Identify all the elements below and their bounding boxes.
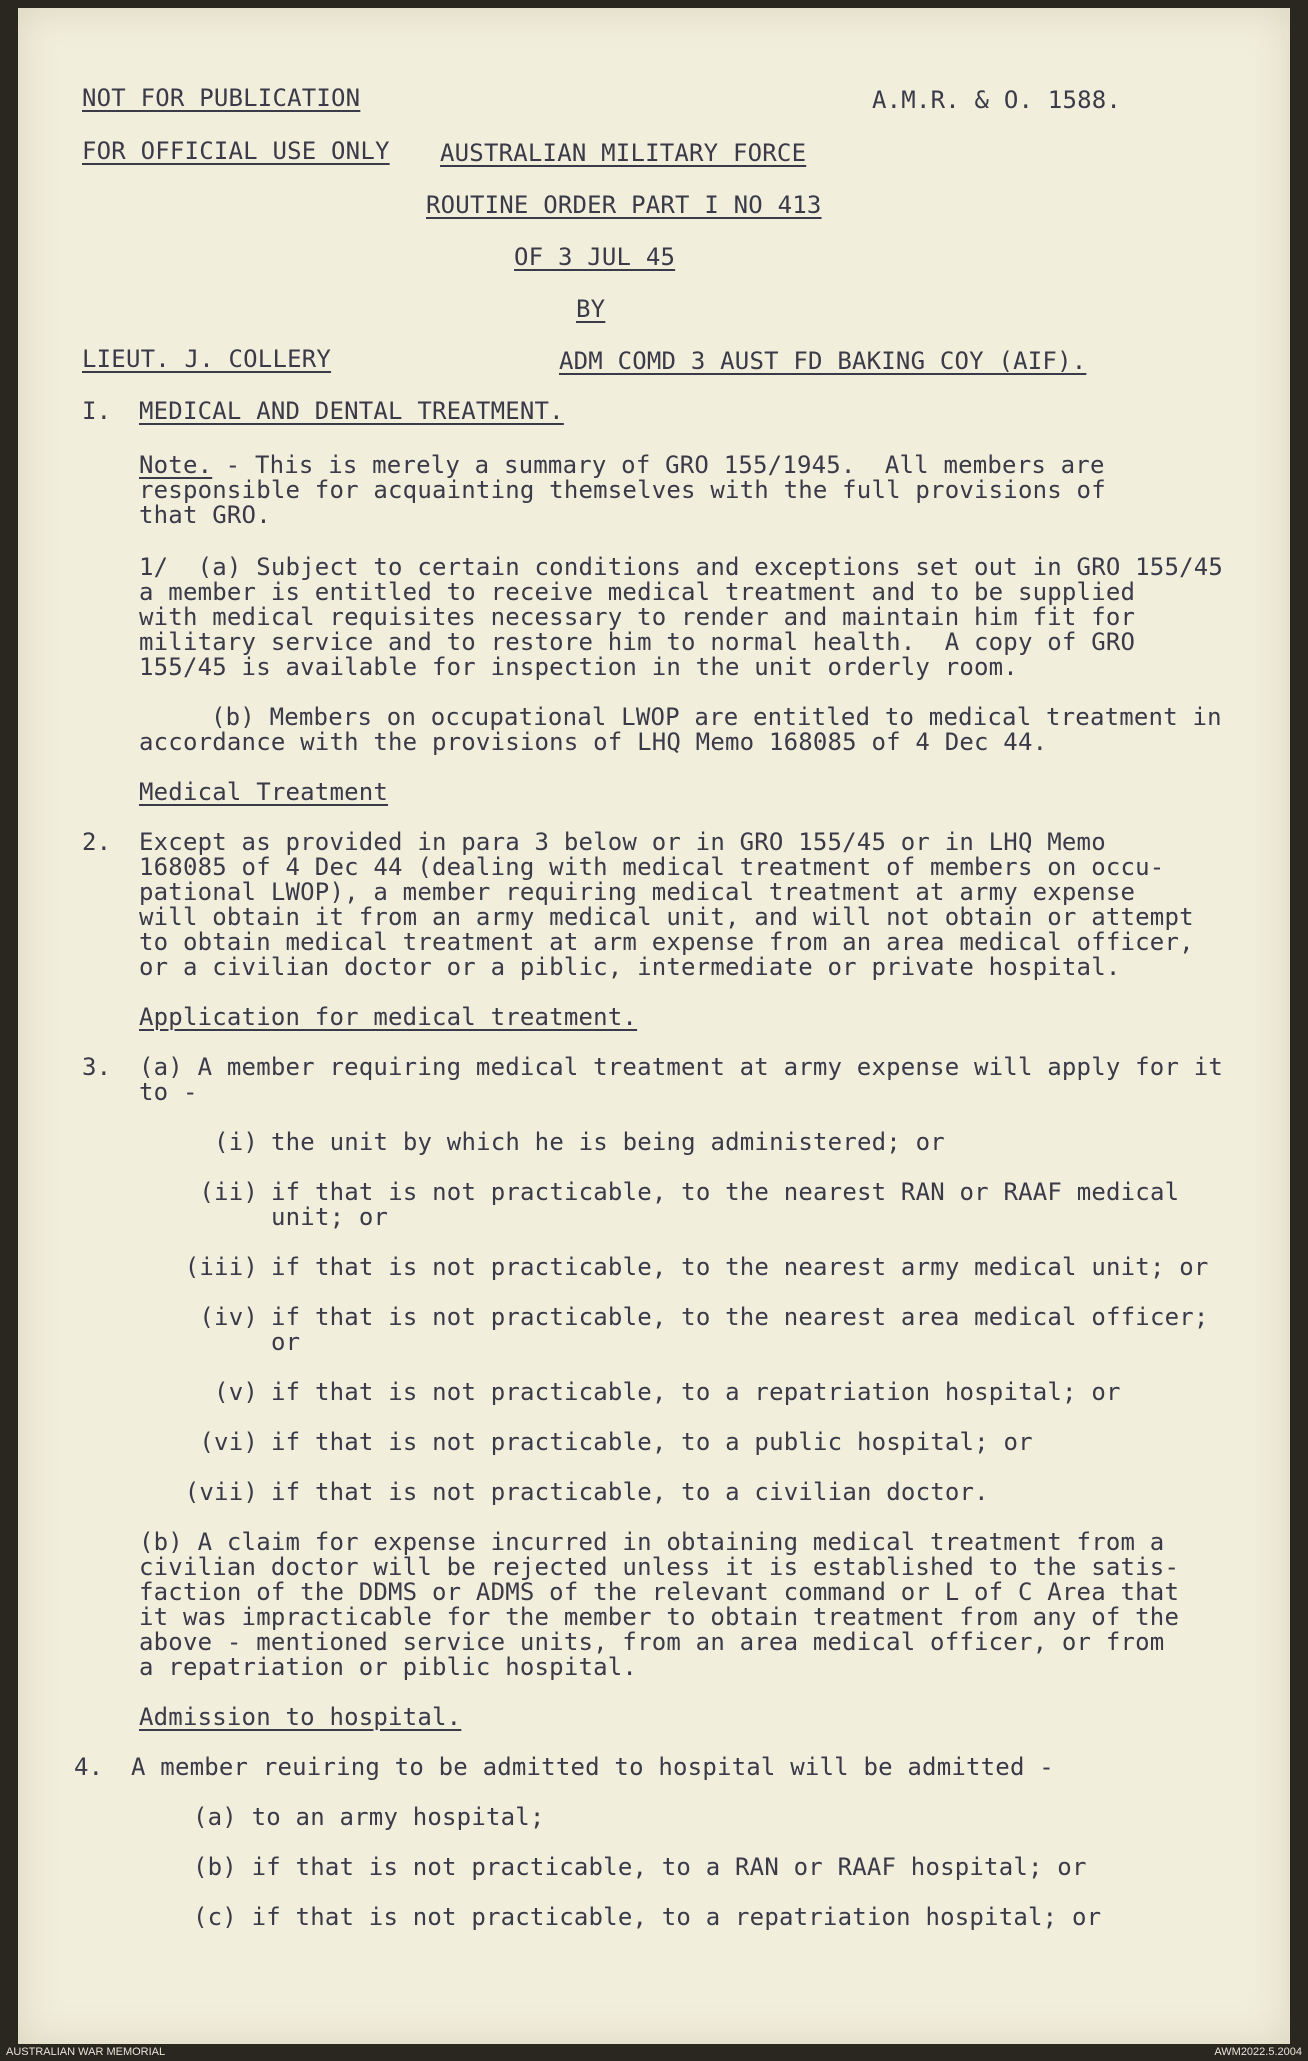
para3-b-line: faction of the DDMS or ADMS of the relevant command or L of C Area that xyxy=(139,1578,1180,1606)
item-line: if that is not practicable, to a repatriation hospital; or xyxy=(271,1378,1121,1406)
para1-b-line: (b) Members on occupational LWOP are entitled to medical treatment in xyxy=(211,703,1222,731)
note-line: responsible for acquainting themselves with the full provisions of xyxy=(139,476,1106,504)
item-number: (iii) xyxy=(184,1253,258,1281)
para3-b-line: (b) A claim for expense incurred in obtaining medical treatment from a xyxy=(139,1528,1165,1556)
item-line: if that is not practicable, to the nearest army medical unit; or xyxy=(271,1253,1209,1281)
para1-a-line: military service and to restore him to normal health. A copy of GRO xyxy=(139,628,1136,656)
item-line: if that is not practicable, to the nearest RAN or RAAF medical xyxy=(271,1178,1180,1206)
para3-b-line: a repatriation or piblic hospital. xyxy=(139,1653,638,1681)
para3-a-line: to - xyxy=(139,1078,198,1106)
not-for-publication: NOT FOR PUBLICATION xyxy=(82,84,361,112)
section-title: MEDICAL AND DENTAL TREATMENT. xyxy=(139,397,564,425)
para3-b-line: above - mentioned service units, from an area medical officer, or from xyxy=(139,1628,1165,1656)
application-heading: Application for medical treatment. xyxy=(139,1003,638,1031)
para3-b-line: civilian doctor will be rejected unless it is established to the satis- xyxy=(139,1553,1180,1581)
command-name: ADM COMD 3 AUST FD BAKING COY (AIF). xyxy=(559,347,1087,375)
footer-right: AWM2022.5.2004 xyxy=(1214,2046,1302,2058)
officer-name: LIEUT. J. COLLERY xyxy=(82,345,332,373)
item-line: unit; or xyxy=(271,1203,389,1231)
para1-a-line: with medical requisites necessary to render and maintain him fit for xyxy=(139,603,1136,631)
item-number: (iv) xyxy=(199,1303,258,1331)
para2-line: will obtain it from an army medical unit, and will not obtain or attempt xyxy=(139,903,1194,931)
by-label: BY xyxy=(576,295,606,323)
official-use-only: FOR OFFICIAL USE ONLY xyxy=(82,137,390,165)
para2-number: 2. xyxy=(82,828,112,856)
para4-intro: A member reuiring to be admitted to hospital will be admitted - xyxy=(131,1753,1054,1781)
para2-line: to obtain medical treatment at arm expense from an area medical officer, xyxy=(139,928,1194,956)
item-line: or xyxy=(271,1328,301,1356)
item-number: (i) xyxy=(214,1128,258,1156)
item-line: the unit by which he is being administered; or xyxy=(271,1128,945,1156)
admission-item: (b) if that is not practicable, to a RAN or RAAF hospital; or xyxy=(193,1853,1087,1881)
reference-number: A.M.R. & O. 1588. xyxy=(872,86,1122,114)
item-line: if that is not practicable, to a civilian doctor. xyxy=(271,1478,989,1506)
item-number: (vii) xyxy=(184,1478,258,1506)
footer-left: AUSTRALIAN WAR MEMORIAL xyxy=(6,2046,166,2058)
para2-line: 168085 of 4 Dec 44 (dealing with medical treatment of members on occu- xyxy=(139,853,1165,881)
order-date: OF 3 JUL 45 xyxy=(514,243,676,271)
para1-a-line: 1/ (a) Subject to certain conditions and exceptions set out in GRO 155/45 xyxy=(139,553,1224,581)
note-line: - This is merely a summary of GRO 155/1945. All members are xyxy=(211,451,1105,479)
item-number: (vi) xyxy=(199,1428,258,1456)
order-title: ROUTINE ORDER PART I NO 413 xyxy=(426,191,822,219)
para2-line: Except as provided in para 3 below or in GRO 155/45 or in LHQ Memo xyxy=(139,828,1106,856)
note-label: Note. xyxy=(139,451,213,479)
para1-a-line: 155/45 is available for inspection in the unit orderly room. xyxy=(139,653,1018,681)
item-line: if that is not practicable, to a public hospital; or xyxy=(271,1428,1033,1456)
medical-treatment-heading: Medical Treatment xyxy=(139,778,389,806)
note-line: that GRO. xyxy=(139,501,271,529)
para2-line: or a civilian doctor or a piblic, intermediate or private hospital. xyxy=(139,953,1121,981)
para2-line: pational LWOP), a member requiring medical treatment at army expense xyxy=(139,878,1136,906)
admission-item: (a) to an army hospital; xyxy=(193,1803,545,1831)
para4-number: 4. xyxy=(74,1753,104,1781)
admission-heading: Admission to hospital. xyxy=(139,1703,462,1731)
force-name: AUSTRALIAN MILITARY FORCE xyxy=(440,139,807,167)
item-number: (ii) xyxy=(199,1178,258,1206)
admission-item: (c) if that is not practicable, to a repatriation hospital; or xyxy=(193,1903,1102,1931)
para1-a-line: a member is entitled to receive medical treatment and to be supplied xyxy=(139,578,1136,606)
para3-b-line: it was impracticable for the member to obtain treatment from any of the xyxy=(139,1603,1180,1631)
section-number: I. xyxy=(82,397,112,425)
para1-b-line: accordance with the provisions of LHQ Memo 168085 of 4 Dec 44. xyxy=(139,728,1048,756)
para3-number: 3. xyxy=(82,1053,112,1081)
para3-a-line: (a) A member requiring medical treatment at army expense will apply for it xyxy=(139,1053,1224,1081)
document-page xyxy=(18,8,1290,2044)
item-number: (v) xyxy=(214,1378,258,1406)
item-line: if that is not practicable, to the nearest area medical officer; xyxy=(271,1303,1209,1331)
